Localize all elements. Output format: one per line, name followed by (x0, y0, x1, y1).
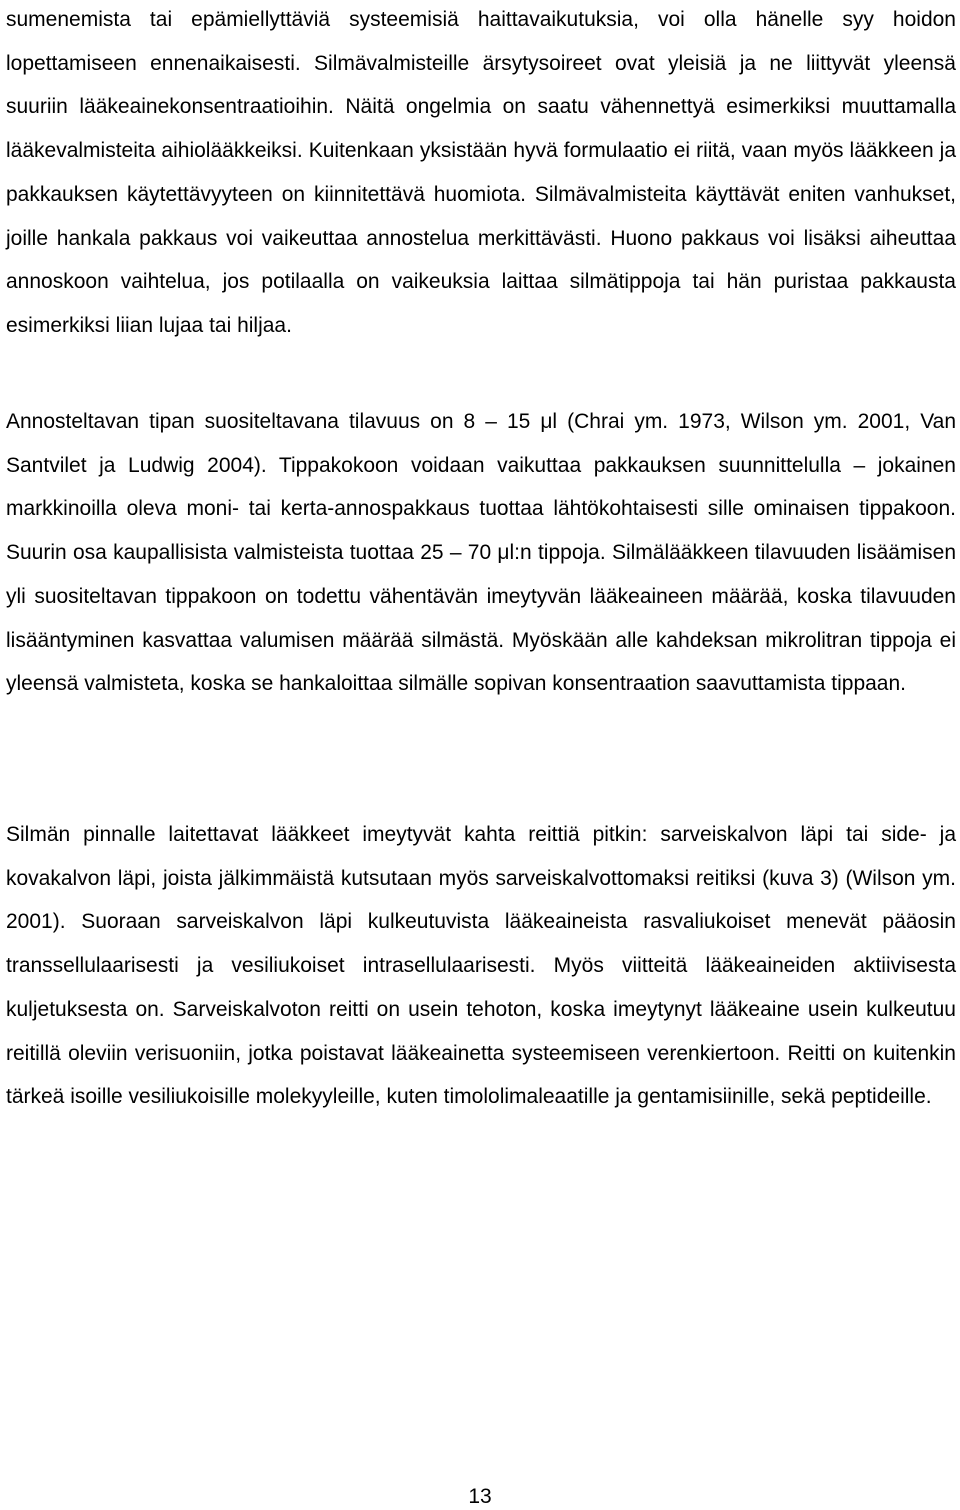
body-paragraph: Silmän pinnalle laitettavat lääkkeet imeytyvät kahta reittiä pitkin: sarveiskalvon läpi tai side- ja kovakalvon läpi, joista jälkimmäistä kutsutaan myös sarveiskalvottomaksi reitiksi (kuva 3) (Wilson ym. 2001). Suoraan sarveiskalvon läpi kulkeutuvista lääkeaineista rasvaliukoiset menevät pääosin transsellulaarisesti ja vesiliukoiset intrasellulaarisesti. Myös viitteitä lääkeaineiden aktiivisesta kuljetuksesta on. Sarveiskalvoton reitti on usein tehoton, koska imeytynyt lääkeaine usein kulkeutuu reitillä oleviin verisuoniin, jotka poistavat lääkeainetta systeemiseen verenkiertoon. Reitti on kuitenkin tärkeä isoille vesiliukoisille molekyyleille, kuten timololimaleaatille ja gentamisiinille, sekä peptideille. (6, 823, 956, 1109)
body-paragraph: sumenemista tai epämiellyttäviä systeemisiä haittavaikutuksia, voi olla hänelle syy hoidon lopettamiseen ennenaikaisesti. Silmävalmisteille ärsytysoireet ovat yleisiä ja ne liittyvät yleensä suuriin lääkeainekonsentraatioihin. Näitä ongelmia on saatu vähennettyä esimerkiksi muuttamalla lääkevalmisteita aihiolääkkeiksi. Kuitenkaan yksistään hyvä formulaatio ei riitä, vaan myös lääkkeen ja pakkauksen käytettävyyteen on kiinnitettävä huomiota. Silmävalmisteita käyttävät eniten vanhukset, joille hankala pakkaus voi vaikeuttaa annostelua merkittävästi. Huono pakkaus voi lisäksi aiheuttaa annoskoon vaihtelua, jos potilaalla on vaikeuksia laittaa silmätippoja tai hän puristaa pakkausta esimerkiksi liian lujaa tai hiljaa. (6, 8, 956, 337)
page-number: 13 (468, 1485, 492, 1508)
body-paragraph: Annosteltavan tipan suositeltavana tilavuus on 8 – 15 μl (Chrai ym. 1973, Wilson ym. 2001, Van Santvilet ja Ludwig 2004). Tippakokoon voidaan vaikuttaa pakkauksen suunnittelulla – jokainen markkinoilla oleva moni- tai kerta-annospakkaus tuottaa lähtökohtaisesti sille ominaisen tippakoon. Suurin osa kaupallisista valmisteista tuottaa 25 – 70 μl:n tippoja. Silmälääkkeen tilavuuden lisäämisen yli suositeltavan tippakoon on todettu vähentävän imeytyvän lääkeaineen määrää, koska tilavuuden lisääntyminen kasvattaa valumisen määrää silmästä. Myöskään alle kahdeksan mikrolitran tippoja ei yleensä valmisteta, koska se hankaloittaa silmälle sopivan konsentraation saavuttamista tippaan. (6, 410, 956, 696)
